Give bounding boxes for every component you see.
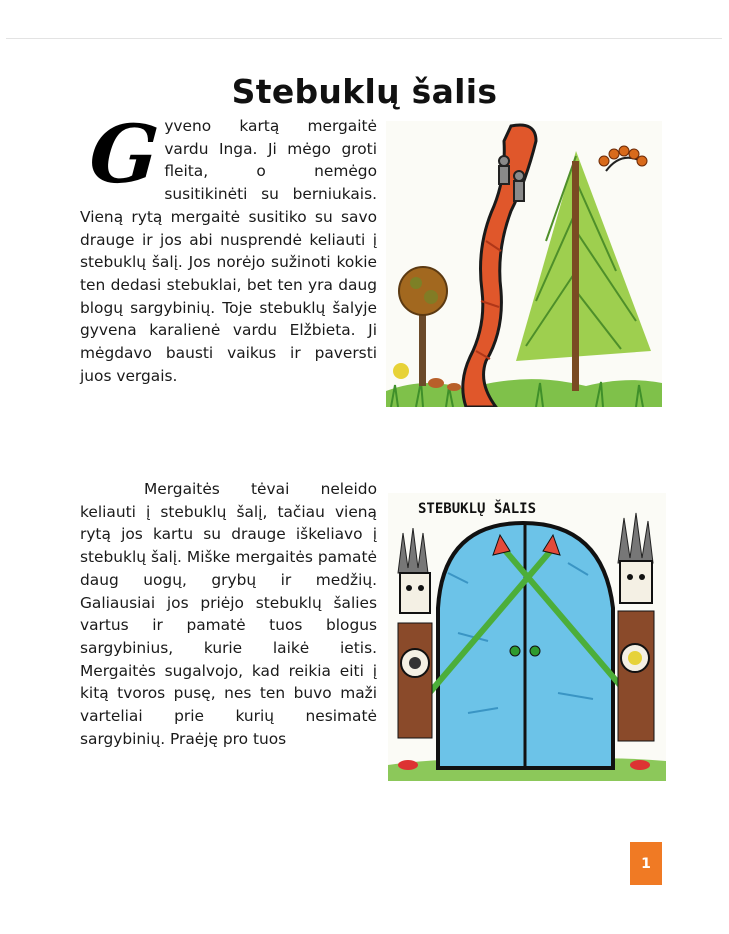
text-column-1 [80,107,377,387]
text-column-2 [80,478,377,750]
guard-left [398,528,432,770]
page-title: Stebuklų šalis [231,72,498,112]
top-divider [6,38,722,39]
drop-cap: G [86,107,162,201]
paragraph-1 [80,107,377,387]
page-number-badge: 1 [630,842,662,885]
forest-illustration [386,121,662,407]
gate-illustration [388,493,666,781]
illustration-caption: STEBUKLŲ ŠALIS [418,501,537,517]
guard-right [618,513,654,770]
paragraph-1-text: yveno kartą mergaitė vardu Inga. Ji mėgo groti fleita, o nemėgo susitikinėti su berniukais. Vieną rytą mergaitė susitiko su savo drauge ir jos abi nusprendė keliauti į stebuklų šalį. Jos norėjo sužinoti kokie ten dedasi stebuklai, bet ten yra daug blogų sargybinių. Toje stebuklų šalyje gyvena karalienė vardu Elžbieta. Ji mėgdavo bausti vaikus ir paversti juos vergais. [80,117,377,385]
paragraph-2: Mergaitės tėvai neleido keliauti į stebuklų šalį, tačiau vieną rytą jos kartu su drauge iškeliavo į stebuklų šalį. Miške mergaitės pamatė daug uogų, grybų ir medžių. Galiausiai jos priėjo stebuklų šalies vartus ir pamatė tuos blogus sargybinius, kurie laikė ietis. Mergaitės sugalvojo, kad reikia eiti į kitą tvoros pusę, nes ten buvo maži varteliai prie kurių nesimatė sargybinių. Praėję pro tuos [80,480,377,748]
